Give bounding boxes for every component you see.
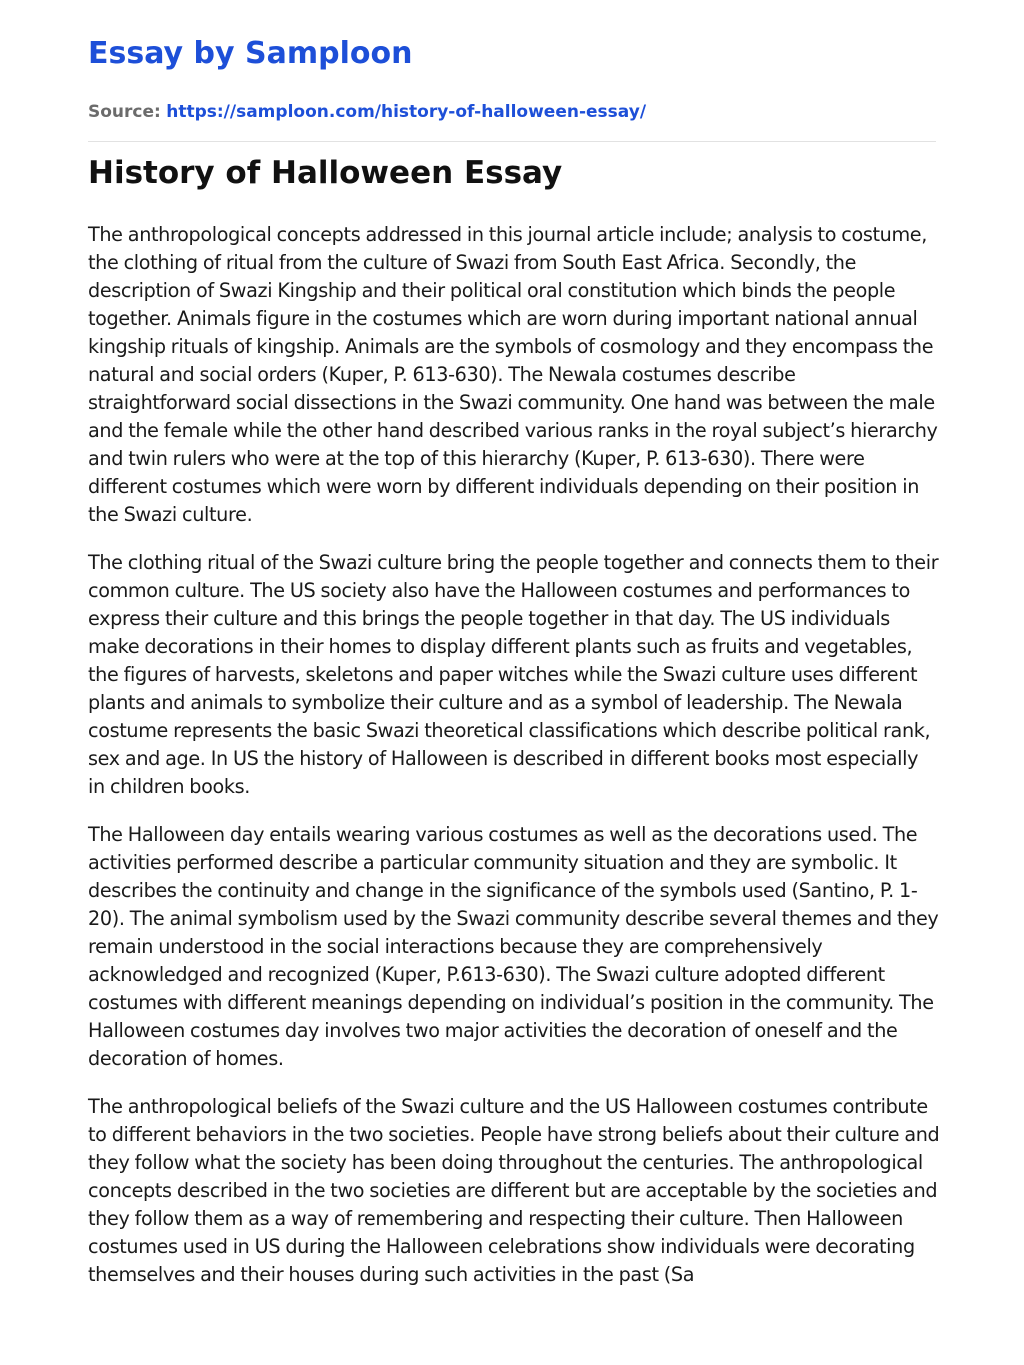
paragraph-1: The anthropological concepts addressed in this journal article include; analysis to costume, the clothing of ritual from the culture of Swazi from South East Africa. Secondly, the description of Swazi Kingship and their political oral constitution which binds the people together. Animals figure in the costumes which are worn during important national annual kingship rituals of kingship. Animals are the symbols of cosmology and they encompass the natural and social orders (Kuper, P. 613-630). The Newala costumes describe straightforward social dissections in the Swazi community. One hand was between the male and the female while the other hand described various ranks in the royal subject’s hierarchy and twin rulers who were at the top of this hierarchy (Kuper, P. 613-630). There were different costumes which were worn by different individuals depending on their position in the Swazi culture. — [88, 223, 938, 526]
header-divider — [88, 141, 936, 142]
paragraph-3: The Halloween day entails wearing various costumes as well as the decorations used. The activities performed describe a particular community situation and they are symbolic. It describes the continuity and change in the significance of the symbols used (Santino, P. 1-20). The animal symbolism used by the Swazi community describe several themes and they remain understood in the social interactions because they are comprehensively acknowledged and recognized (Kuper, P.613-630). The Swazi culture adopted different costumes with different meanings depending on individual’s position in the community. The Halloween costumes day involves two major activities the decoration of oneself and the decoration of homes. — [88, 823, 939, 1070]
essay-title: History of Halloween Essay — [88, 155, 563, 191]
essay-body — [88, 221, 940, 1309]
source-label: Source: — [88, 102, 161, 122]
paragraph-4: The anthropological beliefs of the Swazi culture and the US Halloween costumes contribute to different behaviors in the two societies. People have strong beliefs about their culture and they follow what the society has been doing throughout the centuries. The anthropological concepts described in the two societies are different but are acceptable by the societies and they follow them as a way of remembering and respecting their culture. Then Halloween costumes used in US during the Halloween celebrations show individuals were decorating themselves and their houses during such activities in the past (Sa — [88, 1095, 940, 1286]
source-link[interactable]: https://samploon.com/history-of-halloween-essay/ — [166, 102, 647, 122]
paragraph-2: The clothing ritual of the Swazi culture bring the people together and connects them to their common culture. The US society also have the Halloween costumes and performances to express their culture and this brings the people together in that day. The US individuals make decorations in their homes to display different plants such as fruits and vegetables, the figures of harvests, skeletons and paper witches while the Swazi culture uses different plants and animals to symbolize their culture and as a symbol of leadership. The Newala costume represents the basic Swazi theoretical classifications which describe political rank, sex and age. In US the history of Halloween is described in different books most especially in children books. — [88, 551, 939, 798]
brand-title: Essay by Samploon — [88, 36, 413, 71]
source-line — [88, 102, 646, 122]
